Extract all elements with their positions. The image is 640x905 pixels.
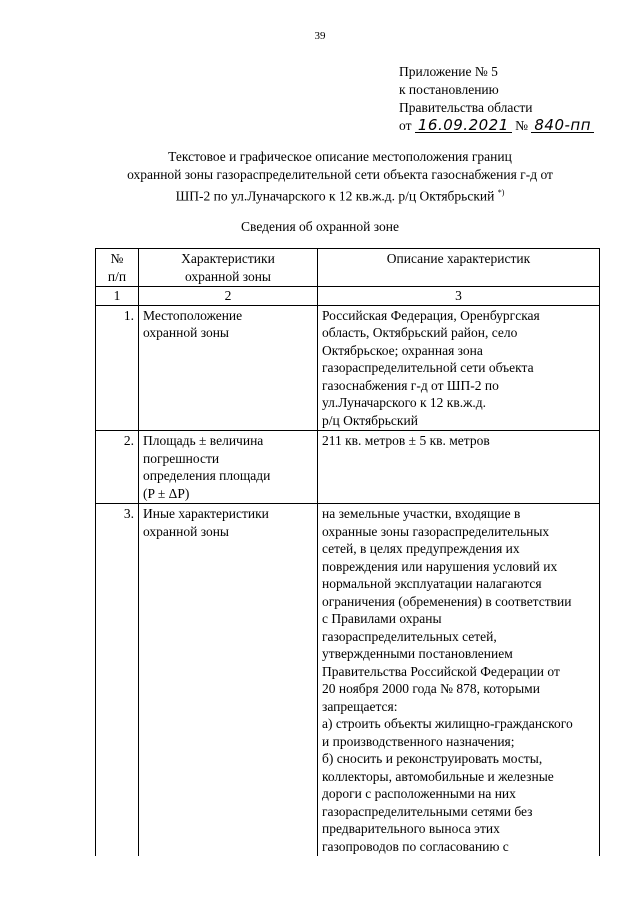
table-row — [96, 504, 600, 857]
text-line: Иные характеристики — [143, 506, 269, 521]
text-line: дороги с расположенными на них — [322, 786, 516, 801]
characteristic-cell — [139, 305, 318, 431]
text-line: запрещается: — [322, 698, 398, 714]
title-line-1: Текстовое и графическое описание местоположения границ — [168, 149, 512, 164]
number-sign: № — [515, 118, 529, 133]
appendix-line-3: Правительства области — [399, 100, 533, 115]
row-number: 2. — [96, 431, 139, 504]
table-header-row — [96, 249, 600, 287]
text-line: повреждения или нарушения условий их — [322, 558, 558, 574]
row-number: 3. — [96, 504, 139, 857]
text-line: газораспределительными сетями без — [322, 803, 533, 819]
table-row — [96, 431, 600, 504]
text-line: а) строить объекты жилищно-гражданского — [322, 716, 573, 731]
text-line: область, Октябрьский район, село — [322, 325, 518, 340]
document-title — [100, 148, 580, 206]
title-line-3-text: ШП-2 по ул.Луначарского к 12 кв.ж.д. р/ц Октябрьский — [175, 188, 495, 204]
text-line: охранной зоны — [143, 523, 230, 539]
text-line: ул.Луначарского к 12 кв.ж.д. — [322, 395, 487, 410]
handwritten-number: 840-пп — [531, 118, 594, 133]
text-line: Российская Федерация, Оренбургская — [322, 307, 540, 323]
characteristic-cell — [139, 504, 318, 857]
title-line-3 — [100, 184, 580, 206]
appendix-line-2: к постановлению — [399, 82, 499, 97]
text-line: 211 кв. метров ± 5 кв. метров — [322, 433, 490, 448]
characteristic-cell — [139, 431, 318, 504]
text-line: и производственного назначения; — [322, 733, 515, 749]
header-characteristics-line-2: охранной зоны — [184, 268, 271, 284]
column-number: 1 — [96, 287, 139, 306]
text-line: Площадь ± величина — [143, 433, 264, 448]
description-cell — [318, 504, 600, 857]
text-line: охранные зоны газораспределительных — [322, 523, 550, 539]
text-line: газоснабжения г-д от ШП-2 по — [322, 377, 499, 393]
text-line: на земельные участки, входящие в — [322, 506, 521, 521]
header-description: Описание характеристик — [318, 249, 600, 287]
title-line-2: охранной зоны газораспределительной сети объекта газоснабжения г-д от — [127, 167, 553, 182]
text-line: охранной зоны — [143, 325, 230, 340]
text-line: коллекторы, автомобильные и железные — [322, 768, 554, 784]
text-line: Октябрьское; охранная зона — [322, 342, 483, 358]
appendix-line-4 — [399, 117, 594, 135]
text-line: газораспределительной сети объекта — [322, 360, 534, 375]
text-line: определения площади — [143, 468, 271, 483]
header-number-line-1: № — [110, 251, 124, 266]
text-line: с Правилами охраны — [322, 611, 442, 626]
description-cell — [318, 305, 600, 431]
section-heading: Сведения об охранной зоне — [241, 219, 399, 234]
column-number: 3 — [318, 287, 600, 306]
appendix-block — [399, 63, 594, 135]
text-line: ограничения (обременения) в соответствии — [322, 593, 572, 609]
text-line: утвержденными постановлением — [322, 646, 513, 661]
text-line: предварительного выноса этих — [322, 821, 500, 836]
page-number: 39 — [314, 30, 326, 42]
text-line: (P ± ΔP) — [143, 485, 190, 501]
footnote-mark: *) — [497, 188, 505, 197]
header-number-line-2: п/п — [107, 268, 127, 284]
zone-info-table — [95, 248, 600, 856]
handwritten-date: 16.09.2021 — [415, 118, 512, 133]
table-row — [96, 305, 600, 431]
column-numbers-row — [96, 287, 600, 306]
text-line: Правительства Российской Федерации от — [322, 663, 560, 679]
description-cell — [318, 431, 600, 504]
text-line: газораспределительных сетей, — [322, 628, 497, 644]
header-number — [96, 249, 139, 287]
text-line: сетей, в целях предупреждения их — [322, 541, 520, 556]
text-line: Местоположение — [143, 307, 243, 323]
header-characteristics — [139, 249, 318, 287]
text-line: р/ц Октябрьский — [322, 412, 418, 428]
appendix-from-word: от — [399, 118, 412, 133]
text-line: газопроводов по согласованию с — [322, 838, 509, 854]
text-line: нормальной эксплуатации налагаются — [322, 576, 542, 591]
column-number: 2 — [139, 287, 318, 306]
appendix-line-1: Приложение № 5 — [399, 64, 498, 79]
header-characteristics-line-1: Характеристики — [181, 251, 275, 266]
text-line: погрешности — [143, 450, 220, 466]
text-line: б) сносить и реконструировать мосты, — [322, 751, 543, 766]
text-line: 20 ноября 2000 года № 878, которыми — [322, 681, 540, 696]
row-number: 1. — [96, 305, 139, 431]
